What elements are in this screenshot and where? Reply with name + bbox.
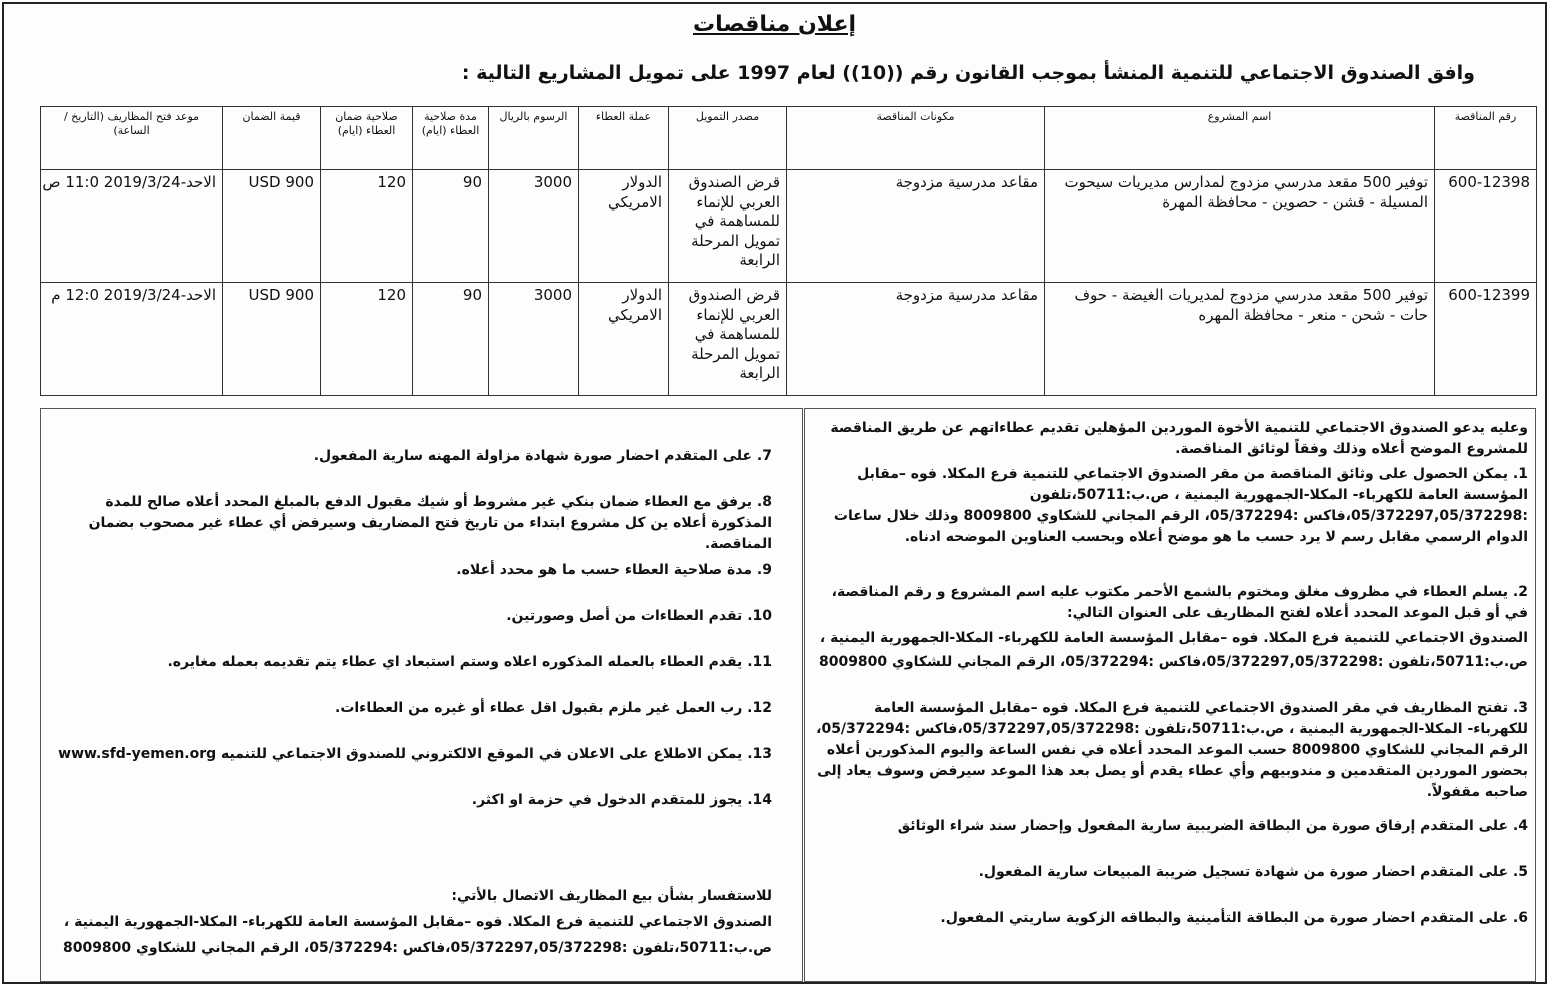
bid-validity: 90 xyxy=(413,170,489,283)
condition-3: 3. تفتح المظاريف في مقر الصندوق الاجتماعي للتنمية فرع المكلا. فوه –مقابل المؤسسة العامة للكهرباء- المكلا-الجمهورية اليمنية ، ص.ب:50711،تلفون :05/372297,05/372298،فاكس :05/372294، الرقم المجاني للشكاوي 8009800 حسب الموعد المحدد أعلاه في نفس الساعة واليوم المذكورين أعلاه بحضور الموردين المتقدمين و مندوبيهم وأي عطاء يقدم أو يصل بعد هذا الموعد سيرفض وسوف يعاد إلى صاحبه مقفولاً. xyxy=(816,700,1528,800)
guarantee-value: USD 900 xyxy=(223,283,321,396)
tender-announcement-page xyxy=(2,2,1547,984)
tender-number: 600-12399 xyxy=(1435,283,1537,396)
bid-currency: الدولار الامريكي xyxy=(579,170,669,283)
invitation-paragraph: وعليه يدعو الصندوق الاجتماعي للتنمية الأخوة الموردين المؤهلين تقديم عطاءاتهم عن طريق المناقصة للمشروع الموضح أعلاه وذلك وفقاً لوثائق المناقصة. xyxy=(830,420,1528,457)
condition-2: 2. يسلم العطاء في مظروف مغلق ومختوم بالشمع الأحمر مكتوب عليه اسم المشروع و رقم المناقصة، في أو قبل الموعد المحدد أعلاه لفتح المظاريف على العنوان التالي: xyxy=(831,584,1528,621)
fee: 3000 xyxy=(489,170,579,283)
guarantee-validity: 120 xyxy=(321,283,413,396)
contact-address-2: ص.ب:50711،تلفون :05/372297,05/372298،فاكس :05/372294، الرقم المجاني للشكاوي 8009800 xyxy=(62,940,772,956)
condition-13: 13. يمكن الاطلاع على الاعلان في الموقع الالكتروني للصندوق الاجتماعي للتنميه www.sfd-yemen.org xyxy=(58,746,772,762)
table-header-row xyxy=(41,107,1537,170)
contact-intro: للاستفسار بشأن بيع المظاريف الاتصال بالأتي: xyxy=(451,888,772,904)
col-header: الرسوم بالريال xyxy=(489,107,579,170)
contact-address-1: الصندوق الاجتماعي للتنمية فرع المكلا. فوه –مقابل المؤسسة العامة للكهرباء- المكلا-الجمهورية اليمنية ، xyxy=(63,914,772,930)
condition-8: 8. يرفق مع العطاء ضمان بنكي غير مشروط أو شيك مقبول الدفع بالمبلغ المحدد أعلاه صالح للمدة المذكورة أعلاه ين كل مشروع ابتداء من تاريخ فتح المضاريف وسيرفض أي عطاء غير مصحوب بضمان المناقصة. xyxy=(88,494,772,552)
opening-date: الاحد-2019/3/24 11:0 ص xyxy=(41,170,223,283)
col-header: مدة صلاحية العطاء (ايام) xyxy=(413,107,489,170)
col-header: موعد فتح المظاريف (التاريخ /الساعة) xyxy=(41,107,223,170)
col-header: قيمة الضمان xyxy=(223,107,321,170)
col-header: رقم المناقصة xyxy=(1435,107,1537,170)
project-name: توفير 500 مقعد مدرسي مزدوج لمديريات الغيضة - حوف حات - شحن - منعر - محافظة المهره xyxy=(1045,283,1435,396)
condition-6: 6. على المتقدم احضار صورة من البطاقة التأمينية والبطاقه الزكوية ساريتي المفعول. xyxy=(940,910,1528,926)
condition-5: 5. على المتقدم احضار صورة من شهادة تسجيل ضريبة المبيعات سارية المفعول. xyxy=(978,864,1528,880)
col-header: صلاحية ضمان العطاء (ايام) xyxy=(321,107,413,170)
condition-12: 12. رب العمل غير ملزم بقبول اقل عطاء أو غيره من العطاءات. xyxy=(335,700,772,716)
condition-1: 1. يمكن الحصول على وثائق المناقصة من مقر الصندوق الاجتماعي للتنمية فرع المكلا. فوه –مقابل المؤسسة العامة للكهرباء- المكلا-الجمهورية اليمنية ، ص.ب:50711،تلفون :05/372297,05/372298،فاكس :05/372294، الرقم المجاني للشكاوي 8009800 وذلك خلال ساعات الدوام الرسمي مقابل رسم لا يرد حسب ما هو موضح أعلاه وبحسب العناوين الموضحه ادناه. xyxy=(833,466,1528,545)
opening-date: الاحد-2019/3/24 12:0 م xyxy=(41,283,223,396)
col-header: عملة العطاء xyxy=(579,107,669,170)
condition-14: 14. يجوز للمتقدم الدخول في حزمة او اكثر. xyxy=(471,792,772,808)
funding-source: قرض الصندوق العربي للإنماء للمساهمة في تمويل المرحلة الرابعة xyxy=(669,283,787,396)
col-header: مصدر التمويل xyxy=(669,107,787,170)
tenders-table xyxy=(40,106,1537,396)
tender-components: مقاعد مدرسية مزدوجة xyxy=(787,170,1045,283)
tender-number: 600-12398 xyxy=(1435,170,1537,283)
condition-11: 11. يقدم العطاء بالعمله المذكوره اعلاه وستم استبعاد اي عطاء يتم تقديمه بعمله مغايره. xyxy=(167,654,772,670)
table-row xyxy=(41,283,1537,396)
table-row xyxy=(41,170,1537,283)
bid-currency: الدولار الامريكي xyxy=(579,283,669,396)
col-header: مكونات المناقصة xyxy=(787,107,1045,170)
page-title: إعلان مناقصات xyxy=(692,12,857,37)
col-header: اسم المشروع xyxy=(1045,107,1435,170)
bid-validity: 90 xyxy=(413,283,489,396)
condition-9: 9. مدة صلاحية العطاء حسب ما هو محدد أعلاه. xyxy=(456,562,772,578)
condition-4: 4. على المتقدم إرفاق صورة من البطاقة الضريبية سارية المفعول وإحضار سند شراء الوثائق xyxy=(897,818,1528,834)
intro-line: وافق الصندوق الاجتماعي للتنمية المنشأ بموجب القانون رقم ((10)) لعام 1997 على تمويل المشاريع التالية : xyxy=(461,62,1475,84)
project-name: توفير 500 مقعد مدرسي مزدوج لمدارس مديريات سيحوت المسيلة - قشن - حصوين - محافظة المهرة xyxy=(1045,170,1435,283)
guarantee-value: USD 900 xyxy=(223,170,321,283)
funding-source: قرض الصندوق العربي للإنماء للمساهمة في تمويل المرحلة الرابعة xyxy=(669,170,787,283)
guarantee-validity: 120 xyxy=(321,170,413,283)
condition-2-address-2: ص.ب:50711،تلفون :05/372297,05/372298،فاكس :05/372294، الرقم المجاني للشكاوي 8009800 xyxy=(818,654,1528,670)
tender-components: مقاعد مدرسية مزدوجة xyxy=(787,283,1045,396)
fee: 3000 xyxy=(489,283,579,396)
condition-10: 10. تقدم العطاءات من أصل وصورتين. xyxy=(506,608,772,624)
condition-2-address-1: الصندوق الاجتماعي للتنمية فرع المكلا. فوه –مقابل المؤسسة العامة للكهرباء- المكلا-الجمهورية اليمنية ، xyxy=(819,630,1528,646)
condition-7: 7. على المتقدم احضار صورة شهادة مزاولة المهنه سارية المفعول. xyxy=(313,448,772,464)
